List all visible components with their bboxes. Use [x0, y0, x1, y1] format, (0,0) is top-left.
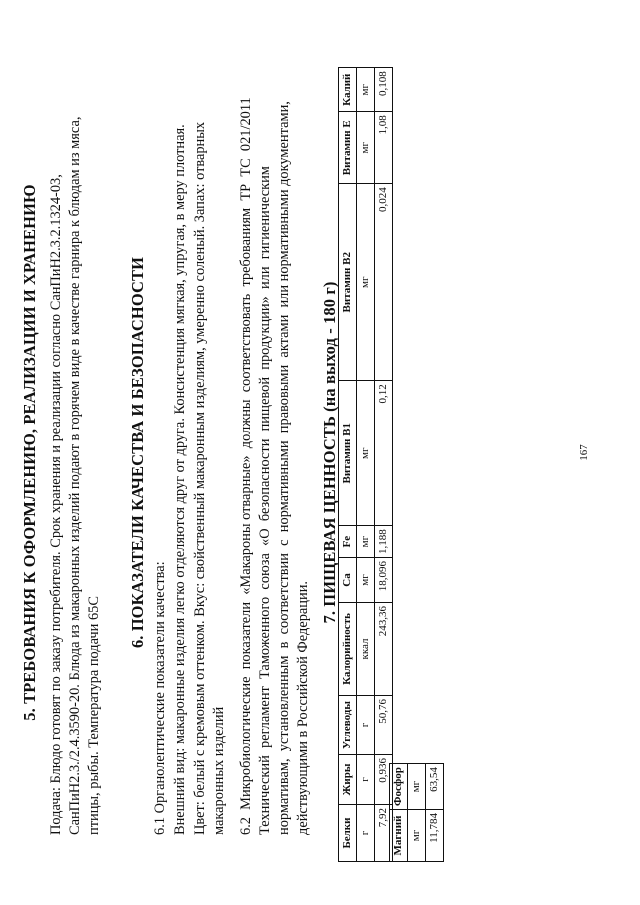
unit-cell: мг [357, 381, 375, 526]
value-cell: 0,024 [375, 184, 393, 381]
value-cell: 243,36 [375, 603, 393, 696]
unit-cell: г [357, 755, 375, 805]
unit-cell: мг [357, 112, 375, 184]
header-cell: Углеводы [339, 696, 357, 755]
unit-cell: мг [357, 68, 375, 112]
section-6-1-line-2: Внешний вид: макаронные изделия легко отделяются друг от друга. Консистенция мягкая, упругая, в меру плотная. [172, 124, 188, 835]
header-cell: Ca [339, 558, 357, 603]
header-cell: Витамин B2 [339, 184, 357, 381]
value-cell: 1,08 [375, 112, 393, 184]
unit-cell: г [357, 805, 375, 862]
section-6-1-line-4: макаронных изделий [211, 706, 227, 835]
section-6-2-line-1: 6.2 Микробиологические показатели «Макароны отварные» должны соответствовать требованиям ТР ТС 021/2011 [238, 97, 254, 835]
unit-cell: ккал [357, 603, 375, 696]
section-5-title: 5. ТРЕБОВАНИЯ К ОФОРМЛЕНИЮ, РЕАЛИЗАЦИИ И ХРАНЕНИЮ [20, 184, 39, 721]
table-value-row [426, 764, 444, 862]
table-header-row [390, 764, 408, 862]
section-6-title: 6. ПОКАЗАТЕЛИ КАЧЕСТВА И БЕЗОПАСНОСТИ [128, 256, 147, 649]
value-cell: 63,54 [426, 764, 444, 810]
table-unit-row [408, 764, 426, 862]
section-6-2-line-4: действующими в Российской Федерации. [295, 581, 311, 835]
header-cell: Витамин B1 [339, 381, 357, 526]
value-cell: 1,188 [375, 526, 393, 558]
header-cell: Калорийность [339, 603, 357, 696]
header-cell: Магний [390, 810, 408, 862]
unit-cell: мг [357, 558, 375, 603]
value-cell: 0,108 [375, 68, 393, 112]
value-cell: 18,096 [375, 558, 393, 603]
section-6-1-line-3: Цвет: белый с кремовым оттенком. Вкус: свойственный макаронным изделиям, умеренно соленый. Запах: отварных [192, 121, 208, 835]
header-cell: Калий [339, 68, 357, 112]
table-unit-row [357, 68, 375, 862]
header-cell: Fe [339, 526, 357, 558]
nutrition-table-minerals [389, 763, 444, 862]
unit-cell: мг [408, 764, 426, 810]
section-6-2-line-3: нормативам, установленным в соответствии с нормативными правовыми актами или нормативными документами, [276, 101, 292, 835]
value-cell: 11,784 [426, 810, 444, 862]
value-cell: 50,76 [375, 696, 393, 755]
header-cell: Фосфор [390, 764, 408, 810]
header-cell: Жиры [339, 755, 357, 805]
section-6-2-line-2: Технический регламент Таможенного союза «О безопасности пищевой продукции» или гигиеническим [257, 166, 273, 835]
section-5-line-2: СанПиН2.3./2.4.3590-20. Блюда из макаронных изделий подают в горячем виде в качестве гарнира к блюдам из мяса, [67, 116, 83, 835]
nutrition-table-main [338, 67, 393, 862]
section-5-line-3: птицы, рыбы. Температура подачи 65С [86, 596, 102, 835]
unit-cell: мг [408, 810, 426, 862]
value-cell: 7,92 [375, 805, 393, 862]
page-number: 167 [578, 444, 590, 461]
header-cell: Белки [339, 805, 357, 862]
section-6-1-line-1: 6.1 Органолептические показатели качества: [152, 561, 168, 835]
unit-cell: мг [357, 526, 375, 558]
header-cell: Витамин E [339, 112, 357, 184]
unit-cell: г [357, 696, 375, 755]
unit-cell: мг [357, 184, 375, 381]
value-cell: 0,12 [375, 381, 393, 526]
table-header-row [339, 68, 357, 862]
table-value-row [375, 68, 393, 862]
value-cell: 0,936 [375, 755, 393, 805]
section-5-line-1: Подача: Блюдо готовят по заказу потребителя. Срок хранения и реализации согласно СанПиН2.3.2.1324-03, [48, 174, 64, 835]
section-7-title: 7. ПИЩЕВАЯ ЦЕННОСТЬ (на выход - 180 г) [320, 281, 339, 624]
